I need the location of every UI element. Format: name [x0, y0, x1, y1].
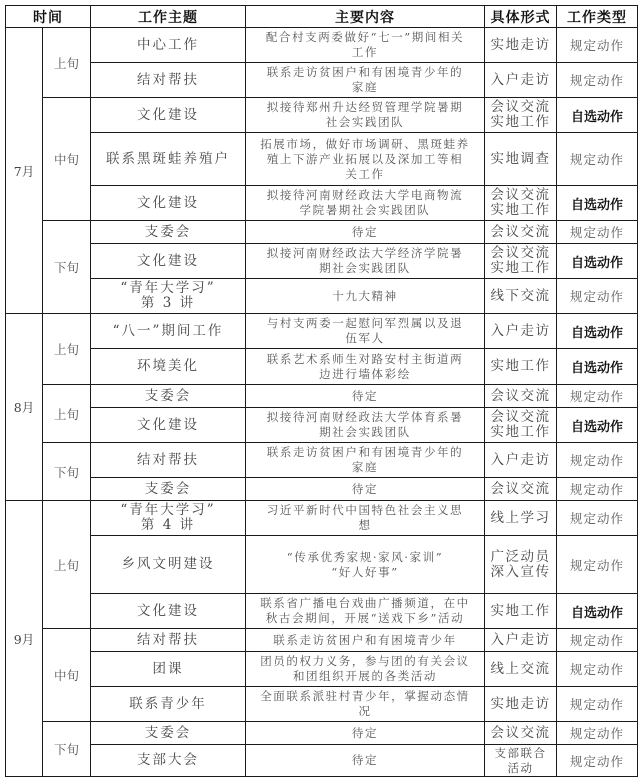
month-cell: 9月 [6, 501, 43, 777]
table-row [6, 594, 638, 629]
period-cell: 中旬 [43, 629, 91, 722]
period-cell: 中旬 [43, 98, 91, 221]
text-line: 文化建设 [137, 416, 199, 433]
form-cell [485, 133, 557, 186]
text-line: 支委会 [144, 223, 192, 240]
text-line: 实地工作 [490, 424, 551, 440]
table-row [6, 745, 638, 777]
topic-cell [91, 279, 246, 314]
type-cell-required: 规定动作 [557, 501, 638, 536]
topic-cell [91, 28, 246, 63]
text-line: 习近平新时代中国特色社会主义思 [266, 503, 464, 517]
table-row [6, 314, 638, 349]
text-line: “青年大学习” [120, 502, 216, 518]
type-cell-required: 规定动作 [557, 28, 638, 63]
topic-cell [91, 652, 246, 687]
content-cell [246, 408, 485, 443]
form-cell [485, 349, 557, 385]
type-cell-required: 规定动作 [557, 133, 638, 186]
header-row [6, 6, 638, 28]
text-line: 支部大会 [137, 752, 199, 768]
text-line: 文化建设 [137, 602, 199, 619]
form-cell [485, 594, 557, 629]
text-line: 活动 [507, 760, 534, 775]
text-line: 中心工作 [137, 36, 199, 53]
text-line: 和团组织开展的各类活动 [292, 669, 438, 683]
topic-cell [91, 63, 246, 98]
content-cell [246, 349, 485, 385]
table-row [6, 687, 638, 722]
text-line: 文化建设 [137, 252, 199, 269]
text-line: 会议交流 [490, 99, 551, 115]
text-line: 拟接待河南财经政法大学电商物流 [266, 188, 464, 202]
table-row [6, 279, 638, 314]
type-cell-required: 规定动作 [557, 687, 638, 722]
text-line: 实地调查 [490, 150, 551, 167]
type-cell-required: 规定动作 [557, 629, 638, 652]
type-cell-optional: 自选动作 [557, 314, 638, 349]
text-line: 结对帮扶 [137, 71, 199, 88]
text-line: 实地工作 [490, 202, 551, 218]
text-line: 工作 [351, 45, 379, 59]
period-cell: 下旬 [43, 443, 91, 501]
text-line: 边进行墙体彩绘 [319, 366, 411, 381]
table-row [6, 629, 638, 652]
topic-cell [91, 98, 246, 133]
text-line: 拟接待河南财经政法大学体育系暑 [266, 410, 464, 424]
content-cell [246, 687, 485, 722]
text-line: 与村支两委一起慰问军烈属以及退 [266, 316, 464, 330]
text-line: 结对帮扶 [137, 451, 199, 468]
text-line: 关工作 [345, 166, 385, 181]
period-cell: 上旬 [43, 314, 91, 385]
type-cell-required: 规定动作 [557, 385, 638, 408]
text-line: 殖上下游产业拓展以及深加工等相 [266, 151, 464, 166]
period-cell: 上旬 [43, 385, 91, 443]
table-row [6, 221, 638, 244]
content-cell [246, 594, 485, 629]
text-line: 伍军人 [345, 331, 385, 345]
form-cell [485, 629, 557, 652]
text-line: 联系青少年 [129, 695, 207, 712]
text-line: 联系省广播电台戏曲广播频道，在中 [260, 596, 470, 610]
type-cell-required: 规定动作 [557, 221, 638, 244]
text-line: “青年大学习” [120, 280, 216, 296]
text-line: 第 4 讲 [140, 517, 196, 533]
topic-cell [91, 536, 246, 594]
text-line: 实地工作 [490, 114, 551, 130]
form-cell [485, 28, 557, 63]
text-line: 期社会实践团队 [319, 425, 411, 439]
header-time: 时间 [6, 6, 91, 28]
header-form: 具体形式 [485, 6, 557, 28]
table-row [6, 536, 638, 594]
topic-cell [91, 745, 246, 777]
header-content: 主要内容 [246, 6, 485, 28]
table-body [6, 28, 638, 777]
table-row [6, 385, 638, 408]
content-cell [246, 221, 485, 244]
type-cell-required: 规定动作 [557, 652, 638, 687]
topic-cell [91, 443, 246, 478]
text-line: “好人好事” [331, 564, 399, 579]
period-cell: 上旬 [43, 28, 91, 98]
text-line: 待定 [351, 388, 379, 403]
form-cell [485, 244, 557, 279]
form-cell [485, 722, 557, 745]
text-line: 待定 [351, 725, 379, 740]
text-line: 会议交流 [490, 187, 551, 203]
text-line: 会议交流 [490, 409, 551, 425]
text-line: 线上学习 [490, 509, 551, 526]
text-line: 十九大精神 [332, 288, 398, 303]
type-cell-required: 规定动作 [557, 536, 638, 594]
table-row [6, 244, 638, 279]
topic-cell [91, 408, 246, 443]
content-cell [246, 478, 485, 501]
text-line: 会议交流 [490, 480, 551, 497]
text-line: 乡风文明建设 [121, 556, 215, 572]
table-row [6, 478, 638, 501]
text-line: 况 [358, 704, 372, 718]
text-line: 家庭 [351, 460, 379, 474]
topic-cell [91, 133, 246, 186]
text-line: 联系走访贫困户和有困境青少年的 [266, 65, 464, 79]
type-cell-optional: 自选动作 [557, 244, 638, 279]
month-cell: 8月 [6, 314, 43, 501]
type-cell-required: 规定动作 [557, 443, 638, 478]
text-line: 全面联系派驻村青少年，掌握动态情 [260, 689, 470, 703]
text-line: 文化建设 [137, 194, 199, 211]
topic-cell [91, 501, 246, 536]
text-line: 社会实践团队 [325, 115, 405, 129]
text-line: 实地工作 [490, 602, 551, 619]
month-cell: 7月 [6, 28, 43, 314]
text-line: 支部联合 [494, 745, 547, 760]
form-cell [485, 279, 557, 314]
content-cell [246, 652, 485, 687]
text-line: 会议交流 [490, 724, 551, 741]
text-line: 会议交流 [490, 387, 551, 404]
text-line: 会议交流 [490, 223, 551, 240]
text-line: 联系走访贫困户和有困境青少年 [273, 632, 457, 647]
type-cell-optional: 自选动作 [557, 349, 638, 385]
topic-cell [91, 244, 246, 279]
table-row [6, 133, 638, 186]
type-cell-required: 规定动作 [557, 478, 638, 501]
text-line: “八一”期间工作 [112, 322, 224, 339]
form-cell [485, 443, 557, 478]
text-line: “传承优秀家规·家风·家训” [286, 549, 444, 564]
table-row [6, 722, 638, 745]
form-cell [485, 408, 557, 443]
content-cell [246, 28, 485, 63]
text-line: 待定 [351, 481, 379, 496]
topic-cell [91, 629, 246, 652]
form-cell [485, 63, 557, 98]
text-line: 秋古会期间，开展“送戏下乡”活动 [265, 611, 465, 625]
table-row [6, 349, 638, 385]
text-line: 期社会实践团队 [319, 261, 411, 275]
text-line: 拟接待郑州升达经贸管理学院暑期 [266, 100, 464, 114]
text-line: 入户走访 [490, 71, 551, 88]
topic-cell [91, 221, 246, 244]
table-row [6, 443, 638, 478]
form-cell [485, 385, 557, 408]
text-line: 支委会 [144, 480, 192, 497]
table-row [6, 98, 638, 133]
period-cell: 下旬 [43, 221, 91, 314]
type-cell-optional: 自选动作 [557, 594, 638, 629]
type-cell-optional: 自选动作 [557, 186, 638, 221]
content-cell [246, 244, 485, 279]
text-line: 实地走访 [490, 36, 551, 53]
form-cell [485, 186, 557, 221]
header-type: 工作类型 [557, 6, 638, 28]
content-cell [246, 279, 485, 314]
topic-cell [91, 314, 246, 349]
text-line: 实地工作 [490, 358, 551, 374]
text-line: 入户走访 [490, 451, 551, 468]
text-line: 团员的权力义务，参与团的有关会议 [260, 654, 470, 668]
form-cell [485, 536, 557, 594]
content-cell [246, 745, 485, 777]
form-cell [485, 314, 557, 349]
type-cell-required: 规定动作 [557, 745, 638, 777]
content-cell [246, 629, 485, 652]
content-cell [246, 385, 485, 408]
text-line: 第 3 讲 [140, 295, 196, 311]
content-cell [246, 536, 485, 594]
text-line: 结对帮扶 [137, 631, 199, 648]
type-cell-optional: 自选动作 [557, 408, 638, 443]
text-line: 拓展市场，做好市场调研、黑斑蛙养 [260, 136, 470, 151]
text-line: 想 [358, 518, 372, 532]
table-row [6, 186, 638, 221]
text-line: 入户走访 [490, 631, 551, 648]
content-cell [246, 63, 485, 98]
text-line: 线下交流 [490, 287, 551, 304]
work-plan-table [5, 5, 638, 777]
form-cell [485, 745, 557, 777]
text-line: 广泛动员 [490, 548, 551, 565]
topic-cell [91, 594, 246, 629]
text-line: 拟接河南财经政法大学经济学院暑 [266, 246, 464, 260]
content-cell [246, 314, 485, 349]
content-cell [246, 443, 485, 478]
form-cell [485, 478, 557, 501]
topic-cell [91, 722, 246, 745]
period-cell: 下旬 [43, 722, 91, 777]
text-line: 待定 [351, 753, 379, 767]
form-cell [485, 221, 557, 244]
form-cell [485, 501, 557, 536]
type-cell-required: 规定动作 [557, 279, 638, 314]
text-line: 实地工作 [490, 260, 551, 276]
text-line: 环境美化 [137, 358, 199, 374]
period-cell: 上旬 [43, 501, 91, 629]
type-cell-optional: 自选动作 [557, 98, 638, 133]
text-line: 学院暑期社会实践团队 [299, 203, 431, 217]
form-cell [485, 687, 557, 722]
text-line: 联系走访贫困户和有困境青少年的 [266, 445, 464, 459]
text-line: 入户走访 [490, 322, 551, 339]
header-topic: 工作主题 [91, 6, 246, 28]
content-cell [246, 98, 485, 133]
topic-cell [91, 349, 246, 385]
topic-cell [91, 186, 246, 221]
form-cell [485, 652, 557, 687]
text-line: 待定 [351, 224, 379, 239]
topic-cell [91, 687, 246, 722]
text-line: 实地走访 [490, 695, 551, 712]
text-line: 联系黑斑蛙养殖户 [106, 150, 230, 167]
text-line: 联系艺术系师生对路安村主街道两 [266, 351, 464, 366]
text-line: 配合村支两委做好“七一”期间相关 [265, 30, 465, 44]
content-cell [246, 501, 485, 536]
text-line: 深入宣传 [490, 563, 551, 580]
text-line: 家庭 [351, 80, 379, 94]
table-row [6, 408, 638, 443]
content-cell [246, 133, 485, 186]
type-cell-required: 规定动作 [557, 63, 638, 98]
topic-cell [91, 478, 246, 501]
text-line: 支委会 [144, 724, 192, 741]
table-row [6, 63, 638, 98]
text-line: 线上交流 [490, 660, 551, 677]
text-line: 文化建设 [137, 106, 199, 123]
text-line: 会议交流 [490, 245, 551, 261]
text-line: 支委会 [144, 387, 192, 404]
content-cell [246, 722, 485, 745]
text-line: 团课 [152, 660, 184, 677]
form-cell [485, 98, 557, 133]
type-cell-required: 规定动作 [557, 722, 638, 745]
table-row [6, 652, 638, 687]
table-row [6, 501, 638, 536]
table-row [6, 28, 638, 63]
topic-cell [91, 385, 246, 408]
content-cell [246, 186, 485, 221]
